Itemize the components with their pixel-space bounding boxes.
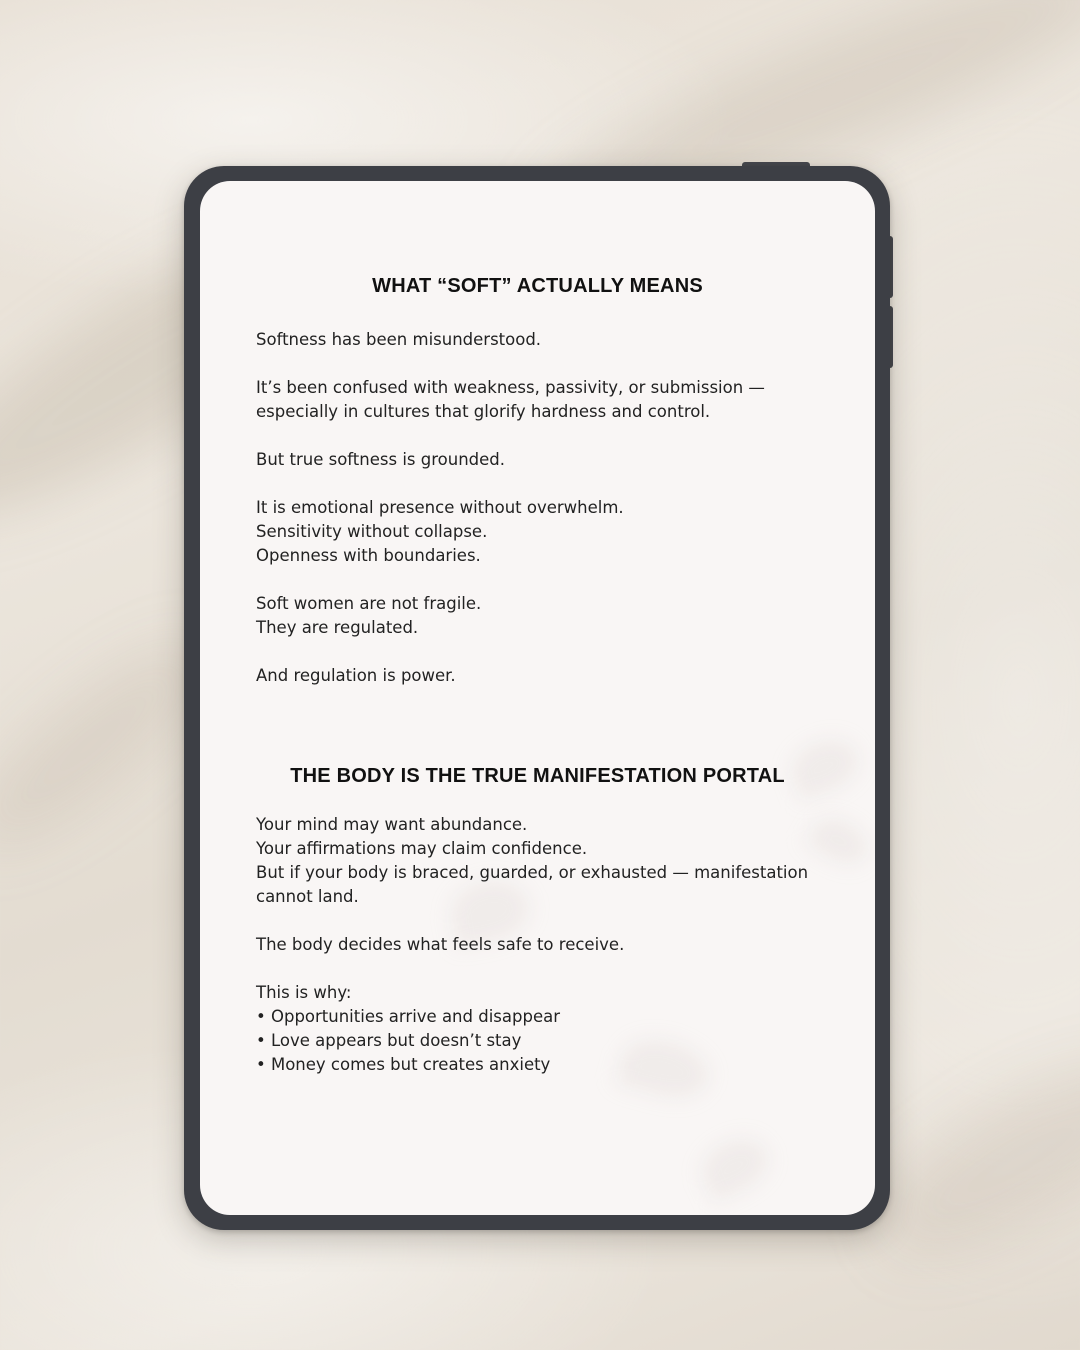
paragraph: [256, 592, 856, 640]
text-line: Soft women are not fragile.: [256, 594, 482, 613]
text-line: Your mind may want abundance.: [256, 815, 528, 834]
text-line: Softness has been misunderstood.: [256, 330, 542, 349]
paragraph: [256, 448, 856, 472]
text-line: But true softness is grounded.: [256, 450, 505, 469]
paragraph: [256, 328, 856, 352]
text-line: Sensitivity without collapse.: [256, 522, 488, 541]
paragraph: [256, 933, 856, 957]
list-intro: This is why:: [256, 983, 352, 1002]
section-body-portal: [256, 813, 856, 1077]
bullet-list: [256, 981, 856, 1077]
text-line: cannot land.: [256, 887, 359, 906]
text-line: especially in cultures that glorify hardness and control.: [256, 402, 711, 421]
section-title-soft: WHAT “SOFT” ACTUALLY MEANS: [372, 275, 703, 297]
list-item: • Love appears but doesn’t stay: [256, 1031, 522, 1050]
text-line: But if your body is braced, guarded, or exhausted — manifestation: [256, 863, 809, 882]
text-line: The body decides what feels safe to receive.: [256, 935, 625, 954]
section-body-soft: [256, 328, 856, 688]
section-title-body-portal: THE BODY IS THE TRUE MANIFESTATION PORTAL: [290, 765, 785, 787]
paragraph: [256, 664, 856, 688]
leaf-shadow: [693, 1129, 778, 1204]
list-item: • Opportunities arrive and disappear: [256, 1007, 560, 1026]
tablet-screen: [200, 181, 875, 1215]
list-item: • Money comes but creates anxiety: [256, 1055, 551, 1074]
text-line: And regulation is power.: [256, 666, 456, 685]
text-line: They are regulated.: [256, 618, 419, 637]
text-line: It’s been confused with weakness, passivity, or submission —: [256, 378, 765, 397]
paragraph: [256, 813, 856, 909]
text-line: It is emotional presence without overwhelm.: [256, 498, 624, 517]
paragraph: [256, 376, 856, 424]
text-line: Your affirmations may claim confidence.: [256, 839, 588, 858]
paragraph: [256, 496, 856, 568]
text-line: Openness with boundaries.: [256, 546, 481, 565]
